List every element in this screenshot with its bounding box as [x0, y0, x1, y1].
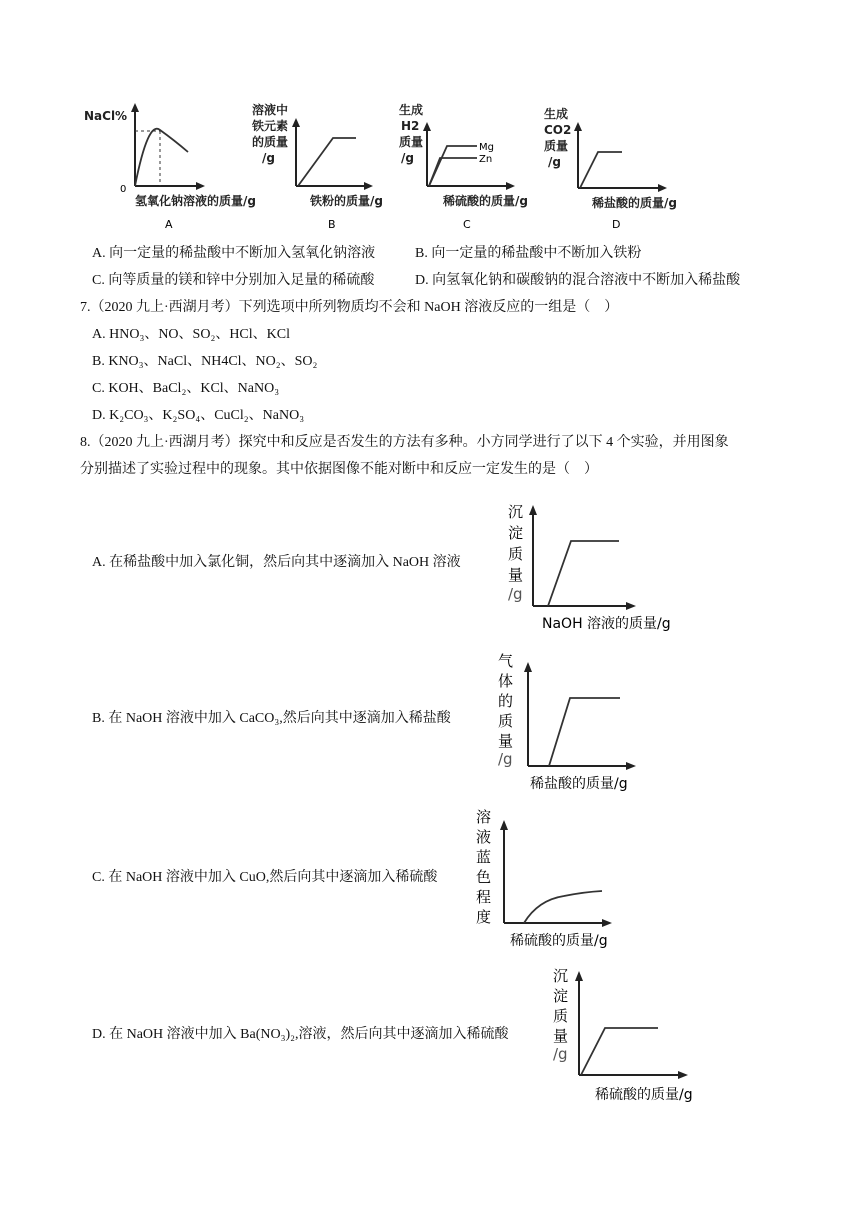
q6-graph-a-letter: A	[165, 218, 173, 231]
q8-graph-c-ylabel-2: 液	[476, 828, 492, 846]
q6-graph-c-ylabel-4: /g	[401, 151, 414, 165]
q8-graph-d-xlabel: 稀硫酸的质量/g	[595, 1087, 693, 1103]
q8-graph-c-curve	[524, 891, 602, 923]
q8-graph-c-ylabel-6: 度	[476, 908, 492, 926]
q8-graph-b-xlabel: 稀盐酸的质量/g	[530, 776, 628, 792]
q8-graph-d-ylabel-5: /g	[553, 1045, 568, 1063]
q8-graph-c	[472, 800, 672, 955]
q6-option-d: D. 向氢氧化钠和碳酸钠的混合溶液中不断加入稀盐酸	[415, 273, 741, 288]
q8-graph-c-ylabel-1: 溶	[476, 808, 492, 826]
q8-stem-line1: 8.（2020 九上·西湖月考）探究中和反应是否发生的方法有多种。小方同学进行了以下 4 个实验，并用图象	[80, 435, 729, 450]
q8-graph-d-line	[581, 1028, 658, 1075]
q8-option-c: C. 在 NaOH 溶液中加入 CuO,然后向其中逐滴加入稀硫酸	[92, 870, 438, 885]
q6-graph-c-ylabel-1: 生成	[399, 103, 424, 117]
q8-graph-c-ylabel-5: 程	[476, 888, 492, 906]
q8-graph-b-line	[549, 698, 620, 766]
q6-option-a: A. 向一定量的稀盐酸中不断加入氢氧化钠溶液	[92, 246, 376, 261]
q6-graph-b-xlabel: 铁粉的质量/g	[310, 194, 383, 208]
q6-graph-a-xlabel: 氢氧化钠溶液的质量/g	[135, 194, 256, 208]
q8-option-b: B. 在 NaOH 溶液中加入 CaCO₃,然后向其中逐滴加入稀盐酸	[92, 711, 451, 726]
q8-graph-d	[545, 963, 745, 1105]
q8-graph-d-ylabel-2: 淀	[553, 987, 569, 1005]
q6-graph-b-ylabel-3: 的质量	[252, 135, 289, 149]
q6-graph-b-ylabel-2: 铁元素	[252, 119, 289, 133]
q6-graph-d-ylabel-1: 生成	[544, 107, 569, 121]
q8-graph-a-ylabel-5: /g	[508, 585, 523, 603]
q7-option-d: D. K₂CO₃、K₂SO₄、CuCl₂、NaNO₃	[92, 408, 305, 423]
q8-graph-a-line	[548, 541, 619, 606]
q8-graph-a-ylabel-3: 质	[508, 545, 524, 563]
q6-graph-d-ylabel-2: CO2	[544, 123, 572, 137]
q8-graph-a-xlabel: NaOH 溶液的质量/g	[542, 616, 671, 632]
q8-graph-b-ylabel-2: 体	[498, 672, 514, 690]
q8-stem-line2: 分别描述了实验过程中的现象。其中依据图像不能对断中和反应一定发生的是（ ）	[80, 462, 598, 477]
q8-graph-b-ylabel-5: 量	[498, 732, 514, 750]
q6-graph-a-curve	[135, 129, 188, 186]
q8-graph-c-xlabel: 稀硫酸的质量/g	[510, 933, 608, 949]
q7-option-b: B. KNO₃、NaCl、NH4Cl、NO₂、SO₂	[92, 354, 318, 369]
q6-graph-b-line	[298, 138, 356, 186]
q6-graph-d-ylabel-3: 质量	[544, 139, 569, 153]
q8-graph-a-ylabel-1: 沉	[508, 503, 524, 521]
q8-graph-b-ylabel-4: 质	[498, 712, 514, 730]
q7-stem: 7.（2020 九上·西湖月考）下列选项中所列物质均不会和 NaOH 溶液反应的一组是（ ）	[80, 300, 619, 315]
q6-option-c: C. 向等质量的镁和锌中分别加入足量的稀硫酸	[92, 273, 375, 288]
q8-graph-a-ylabel-4: 量	[508, 566, 524, 584]
q8-graph-c-ylabel-4: 色	[476, 868, 492, 886]
q6-graph-b-letter: B	[328, 218, 336, 231]
q8-graph-b	[490, 648, 690, 796]
q6-graph-c-ylabel-3: 质量	[399, 135, 424, 149]
q7-option-a: A. HNO₃、NO、SO₂、HCl、KCl	[92, 327, 290, 342]
q6-graph-d-letter: D	[612, 218, 621, 231]
q6-graph-c-zn-label: Zn	[479, 154, 493, 165]
q8-graph-d-ylabel-1: 沉	[553, 967, 569, 985]
q6-graph-d	[540, 100, 700, 235]
q6-graph-b	[248, 100, 398, 235]
q8-option-a: A. 在稀盐酸中加入氯化铜，然后向其中逐滴加入 NaOH 溶液	[92, 555, 461, 570]
q8-graph-b-ylabel-6: /g	[498, 750, 513, 768]
q6-graph-d-line	[580, 152, 622, 188]
q8-option-d: D. 在 NaOH 溶液中加入 Ba(NO₃)₂,溶液，然后向其中逐滴加入稀硫酸	[92, 1027, 509, 1042]
q8-graph-b-ylabel-3: 的	[498, 692, 514, 710]
q7-option-c: C. KOH、BaCl₂、KCl、NaNO₃	[92, 381, 280, 396]
q6-graph-d-xlabel: 稀盐酸的质量/g	[592, 196, 677, 210]
q6-graph-d-ylabel-4: /g	[548, 155, 561, 169]
q6-graph-c-xlabel: 稀硫酸的质量/g	[443, 194, 528, 208]
q6-graph-c	[395, 100, 545, 235]
q8-graph-c-ylabel-3: 蓝	[476, 848, 492, 866]
q8-graph-a-ylabel-2: 淀	[508, 524, 524, 542]
q8-graph-d-ylabel-4: 量	[553, 1027, 569, 1045]
q6-option-b: B. 向一定量的稀盐酸中不断加入铁粉	[415, 246, 642, 261]
q8-graph-a	[490, 497, 690, 637]
q8-graph-b-ylabel-1: 气	[498, 652, 514, 670]
q6-graph-b-ylabel-4: /g	[262, 151, 275, 165]
q8-graph-d-ylabel-3: 质	[553, 1007, 569, 1025]
q6-graph-a-ylabel: NaCl%	[84, 109, 128, 123]
q6-graph-a-origin: 0	[120, 184, 127, 195]
q6-graph-c-mg-label: Mg	[479, 142, 494, 153]
q6-graph-b-ylabel-1: 溶液中	[252, 103, 289, 117]
q6-graph-c-letter: C	[463, 218, 471, 231]
q6-graph-c-ylabel-2: H2	[401, 119, 420, 133]
